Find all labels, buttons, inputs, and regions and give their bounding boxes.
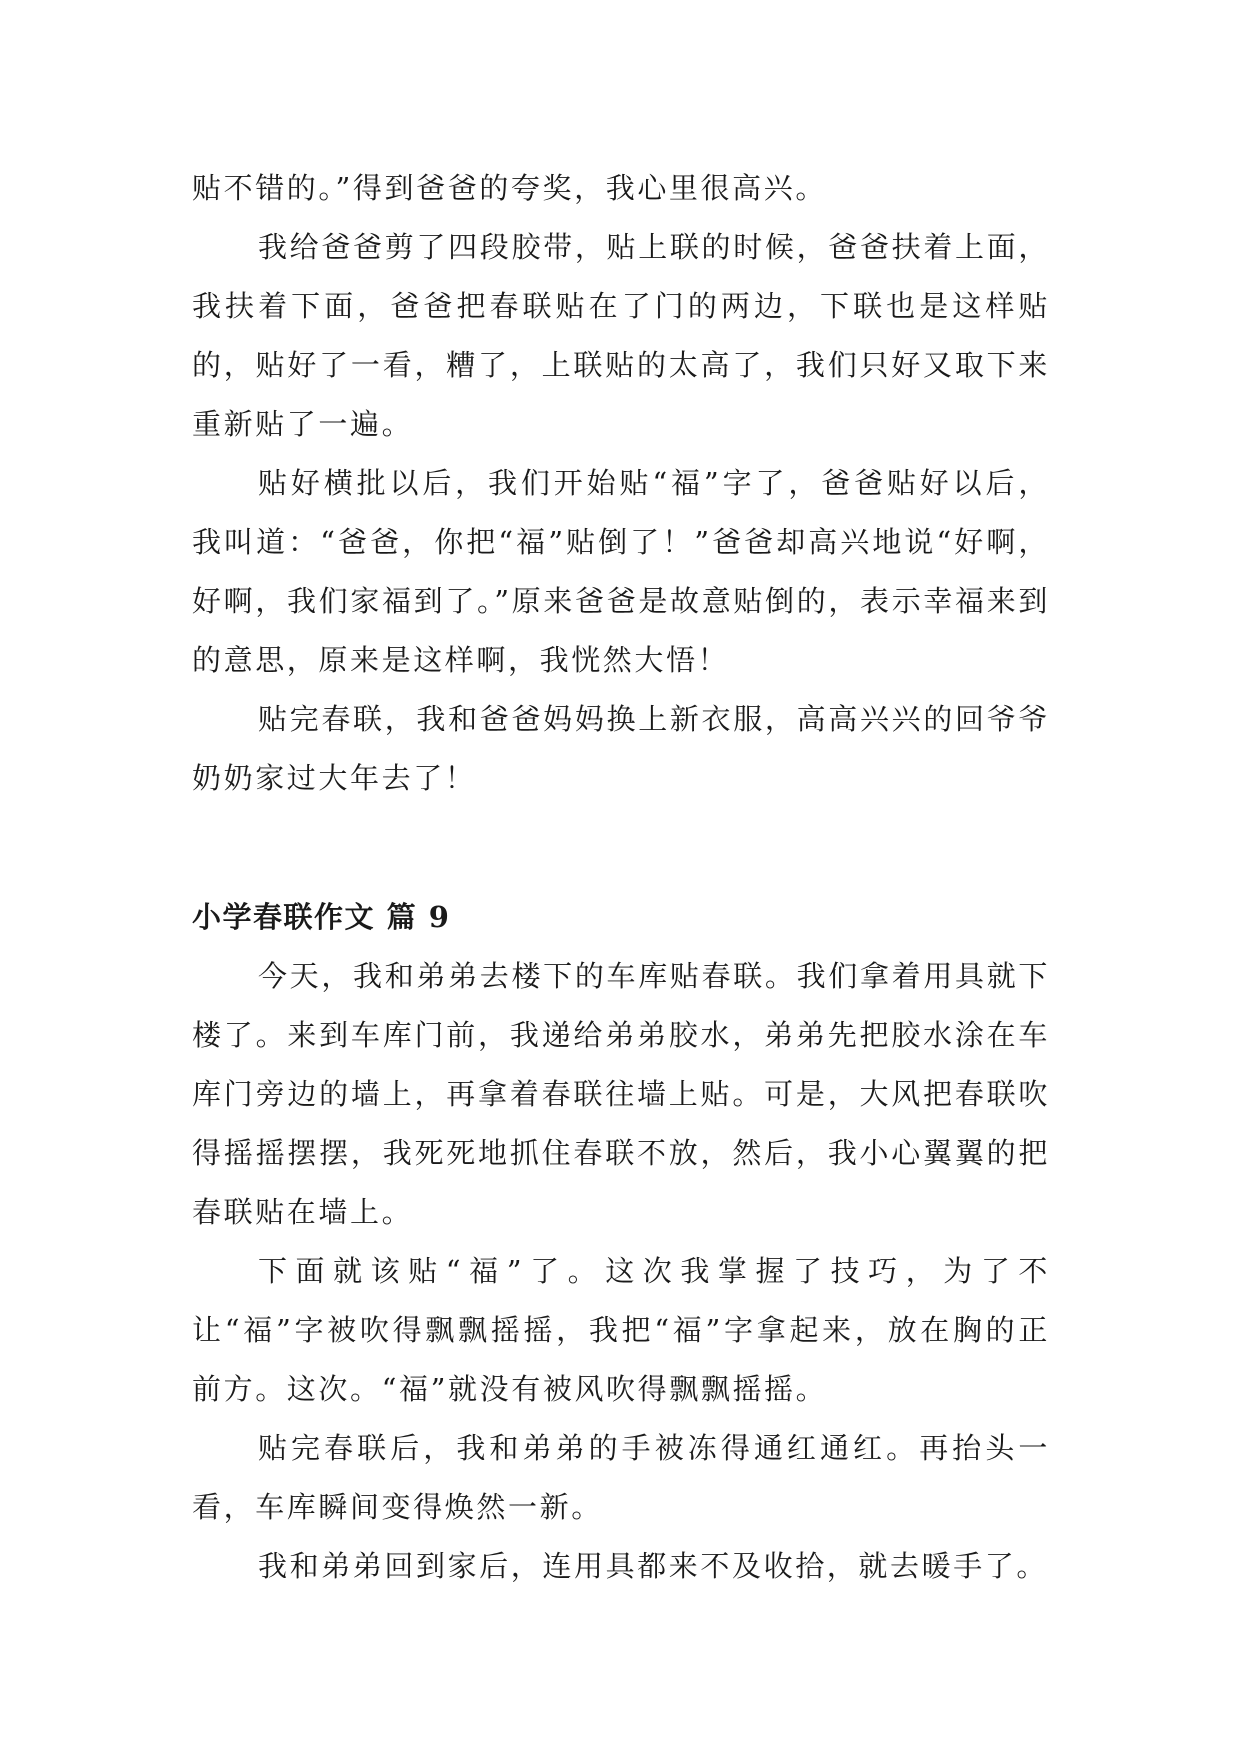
paragraph: 我和弟弟回到家后，连用具都来不及收拾，就去暖手了。 xyxy=(258,1549,1049,1583)
section-title: 小学春联作文 篇 9 xyxy=(192,900,451,934)
paragraph: 贴完春联后，我和弟弟的手被冻得通红通红。再抬头一看，车库瞬间变得焕然一新。 xyxy=(192,1431,1050,1524)
paragraph: 贴好横批以后，我们开始贴“福”字了，爸爸贴好以后，我叫道：“爸爸，你把“福”贴倒了！”爸爸却高兴地说“好啊，好啊，我们家福到了。”原来爸爸是故意贴倒的，表示幸福来到的意思，原来是这样啊，我恍然大悟！ xyxy=(192,466,1050,677)
paragraph: 下面就该贴“福”了。这次我掌握了技巧，为了不让“福”字被吹得飘飘摇摇，我把“福”字拿起来，放在胸的正前方。这次。“福”就没有被风吹得飘飘摇摇。 xyxy=(192,1254,1050,1406)
document-body xyxy=(192,159,1050,1596)
paragraph: 贴完春联，我和爸爸妈妈换上新衣服，高高兴兴的回爷爷奶奶家过大年去了！ xyxy=(192,702,1050,795)
paragraph-continued: 贴不错的。”得到爸爸的夸奖，我心里很高兴。 xyxy=(192,171,827,205)
paragraph: 我给爸爸剪了四段胶带，贴上联的时候，爸爸扶着上面，我扶着下面，爸爸把春联贴在了门的两边，下联也是这样贴的，贴好了一看，糟了，上联贴的太高了，我们只好又取下来重新贴了一遍。 xyxy=(192,230,1050,441)
paragraph: 今天，我和弟弟去楼下的车库贴春联。我们拿着用具就下楼了。来到车库门前，我递给弟弟胶水，弟弟先把胶水涂在车库门旁边的墙上，再拿着春联往墙上贴。可是，大风把春联吹得摇摇摆摆，我死死地抓住春联不放，然后，我小心翼翼的把春联贴在墙上。 xyxy=(192,959,1050,1229)
